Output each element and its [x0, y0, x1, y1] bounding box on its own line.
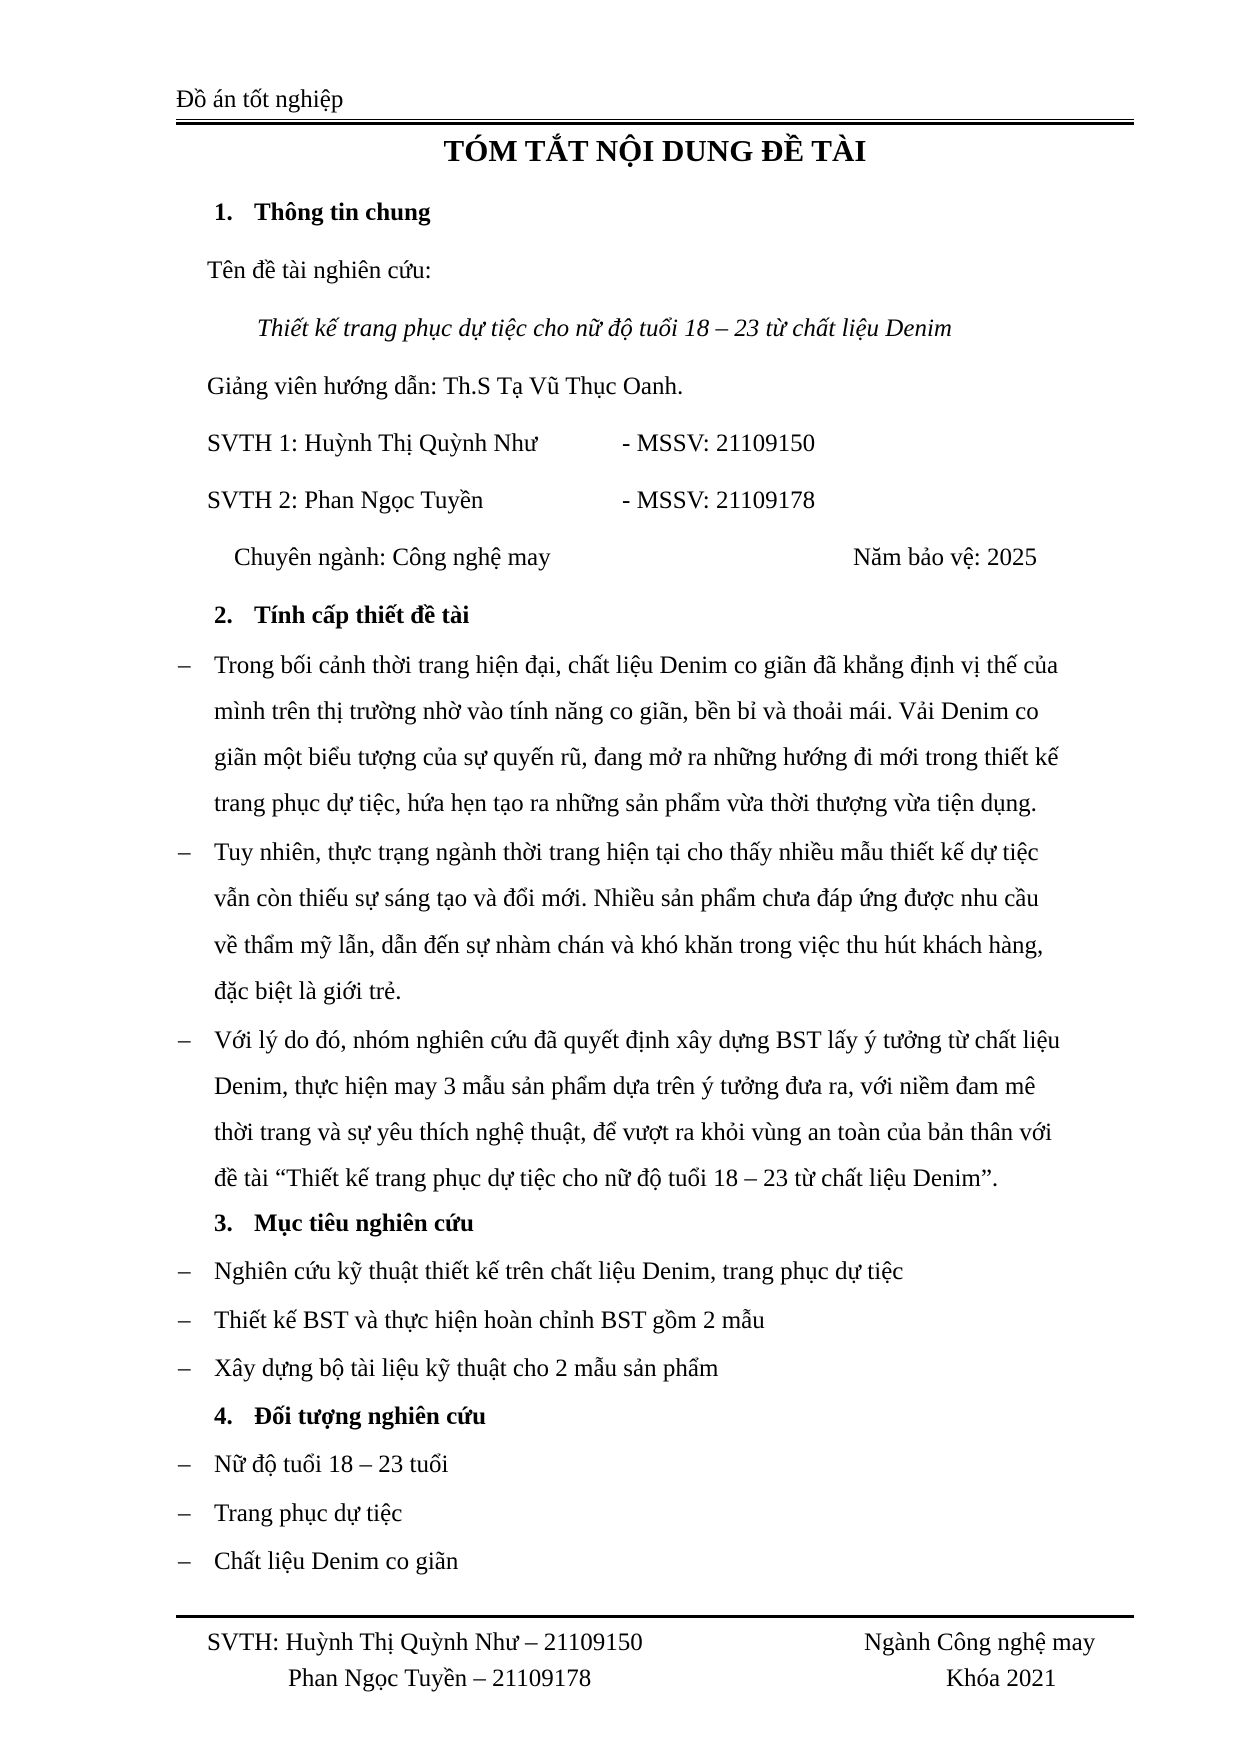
paragraph-line: giãn một biểu tượng của sự quyến rũ, đang mở ra những hướng đi mới trong thiết kế — [214, 744, 1059, 771]
section-title: Thông tin chung — [254, 199, 431, 226]
paragraph-line: Tuy nhiên, thực trạng ngành thời trang hiện tại cho thấy nhiều mẫu thiết kế dự tiệc — [214, 839, 1039, 866]
dash-bullet: – — [178, 1258, 191, 1285]
paragraph-line: đề tài “Thiết kế trang phục dự tiệc cho nữ độ tuổi 18 – 23 từ chất liệu Denim”. — [214, 1165, 999, 1192]
dash-bullet: – — [178, 652, 191, 679]
section-4-heading — [214, 1403, 486, 1431]
major-line: Chuyên ngành: Công nghệ may — [234, 544, 551, 571]
section-number: 3. — [214, 1210, 233, 1237]
section-number: 2. — [214, 602, 233, 629]
footer-major: Ngành Công nghệ may — [864, 1629, 1096, 1656]
section-title: Đối tượng nghiên cứu — [254, 1403, 487, 1430]
paragraph-line: Trong bối cảnh thời trang hiện đại, chất liệu Denim co giãn đã khẳng định vị thế của — [214, 652, 1059, 679]
section-title: Tính cấp thiết đề tài — [254, 602, 470, 629]
page-title: TÓM TẮT NỘI DUNG ĐỀ TÀI — [443, 133, 867, 168]
list-item: Xây dựng bộ tài liệu kỹ thuật cho 2 mẫu sản phẩm — [214, 1355, 719, 1382]
section-title: Mục tiêu nghiên cứu — [254, 1210, 474, 1237]
running-header: Đồ án tốt nghiệp — [176, 86, 344, 113]
section-number: 1. — [214, 199, 233, 226]
dash-bullet: – — [178, 1548, 191, 1575]
student-2-id: - MSSV: 21109178 — [622, 487, 816, 514]
student-1-id: - MSSV: 21109150 — [622, 430, 816, 457]
paragraph-line: thời trang và sự yêu thích nghệ thuật, để vượt ra khỏi vùng an toàn của bản thân với — [214, 1119, 1053, 1146]
dash-bullet: – — [178, 1355, 191, 1382]
list-item: Chất liệu Denim co giãn — [214, 1548, 459, 1575]
footer-students-line-1: SVTH: Huỳnh Thị Quỳnh Như – 21109150 — [207, 1629, 643, 1656]
dash-bullet: – — [178, 839, 191, 866]
footer-cohort: Khóa 2021 — [946, 1665, 1057, 1692]
defense-year: Năm bảo vệ: 2025 — [853, 544, 1037, 571]
paragraph-line: vẫn còn thiếu sự sáng tạo và đổi mới. Nhiều sản phẩm chưa đáp ứng được nhu cầu — [214, 885, 1039, 912]
section-1-heading — [214, 199, 430, 227]
footer-students-line-2: Phan Ngọc Tuyền – 21109178 — [288, 1665, 592, 1692]
section-2-heading — [214, 602, 469, 630]
list-item: Nghiên cứu kỹ thuật thiết kế trên chất liệu Denim, trang phục dự tiệc — [214, 1258, 904, 1285]
topic-label: Tên đề tài nghiên cứu: — [207, 257, 432, 284]
header-rule — [176, 119, 1134, 125]
dash-bullet: – — [178, 1500, 191, 1527]
paragraph-line: mình trên thị trường nhờ vào tính năng co giãn, bền bỉ và thoải mái. Vải Denim co — [214, 698, 1039, 725]
footer-rule — [176, 1615, 1134, 1618]
paragraph-line: trang phục dự tiệc, hứa hẹn tạo ra những sản phẩm vừa thời thượng vừa tiện dụng. — [214, 790, 1037, 817]
list-item: Trang phục dự tiệc — [214, 1500, 403, 1527]
list-item: Nữ độ tuổi 18 – 23 tuổi — [214, 1451, 449, 1478]
paragraph-line: Với lý do đó, nhóm nghiên cứu đã quyết định xây dựng BST lấy ý tưởng từ chất liệu — [214, 1027, 1061, 1054]
advisor-line: Giảng viên hướng dẫn: Th.S Tạ Vũ Thục Oanh. — [207, 373, 684, 400]
student-1-name: SVTH 1: Huỳnh Thị Quỳnh Như — [207, 430, 538, 457]
dash-bullet: – — [178, 1027, 191, 1054]
student-2-name: SVTH 2: Phan Ngọc Tuyền — [207, 487, 484, 514]
dash-bullet: – — [178, 1451, 191, 1478]
dash-bullet: – — [178, 1307, 191, 1334]
paragraph-line: Denim, thực hiện may 3 mẫu sản phẩm dựa trên ý tưởng đưa ra, với niềm đam mê — [214, 1073, 1036, 1100]
topic-title: Thiết kế trang phục dự tiệc cho nữ độ tuổi 18 – 23 từ chất liệu Denim — [257, 315, 952, 342]
section-number: 4. — [214, 1403, 233, 1430]
paragraph-line: đặc biệt là giới trẻ. — [214, 978, 402, 1005]
paragraph-line: về thẩm mỹ lẫn, dẫn đến sự nhàm chán và khó khăn trong việc thu hút khách hàng, — [214, 932, 1044, 959]
section-3-heading — [214, 1210, 474, 1238]
list-item: Thiết kế BST và thực hiện hoàn chỉnh BST gồm 2 mẫu — [214, 1307, 765, 1334]
